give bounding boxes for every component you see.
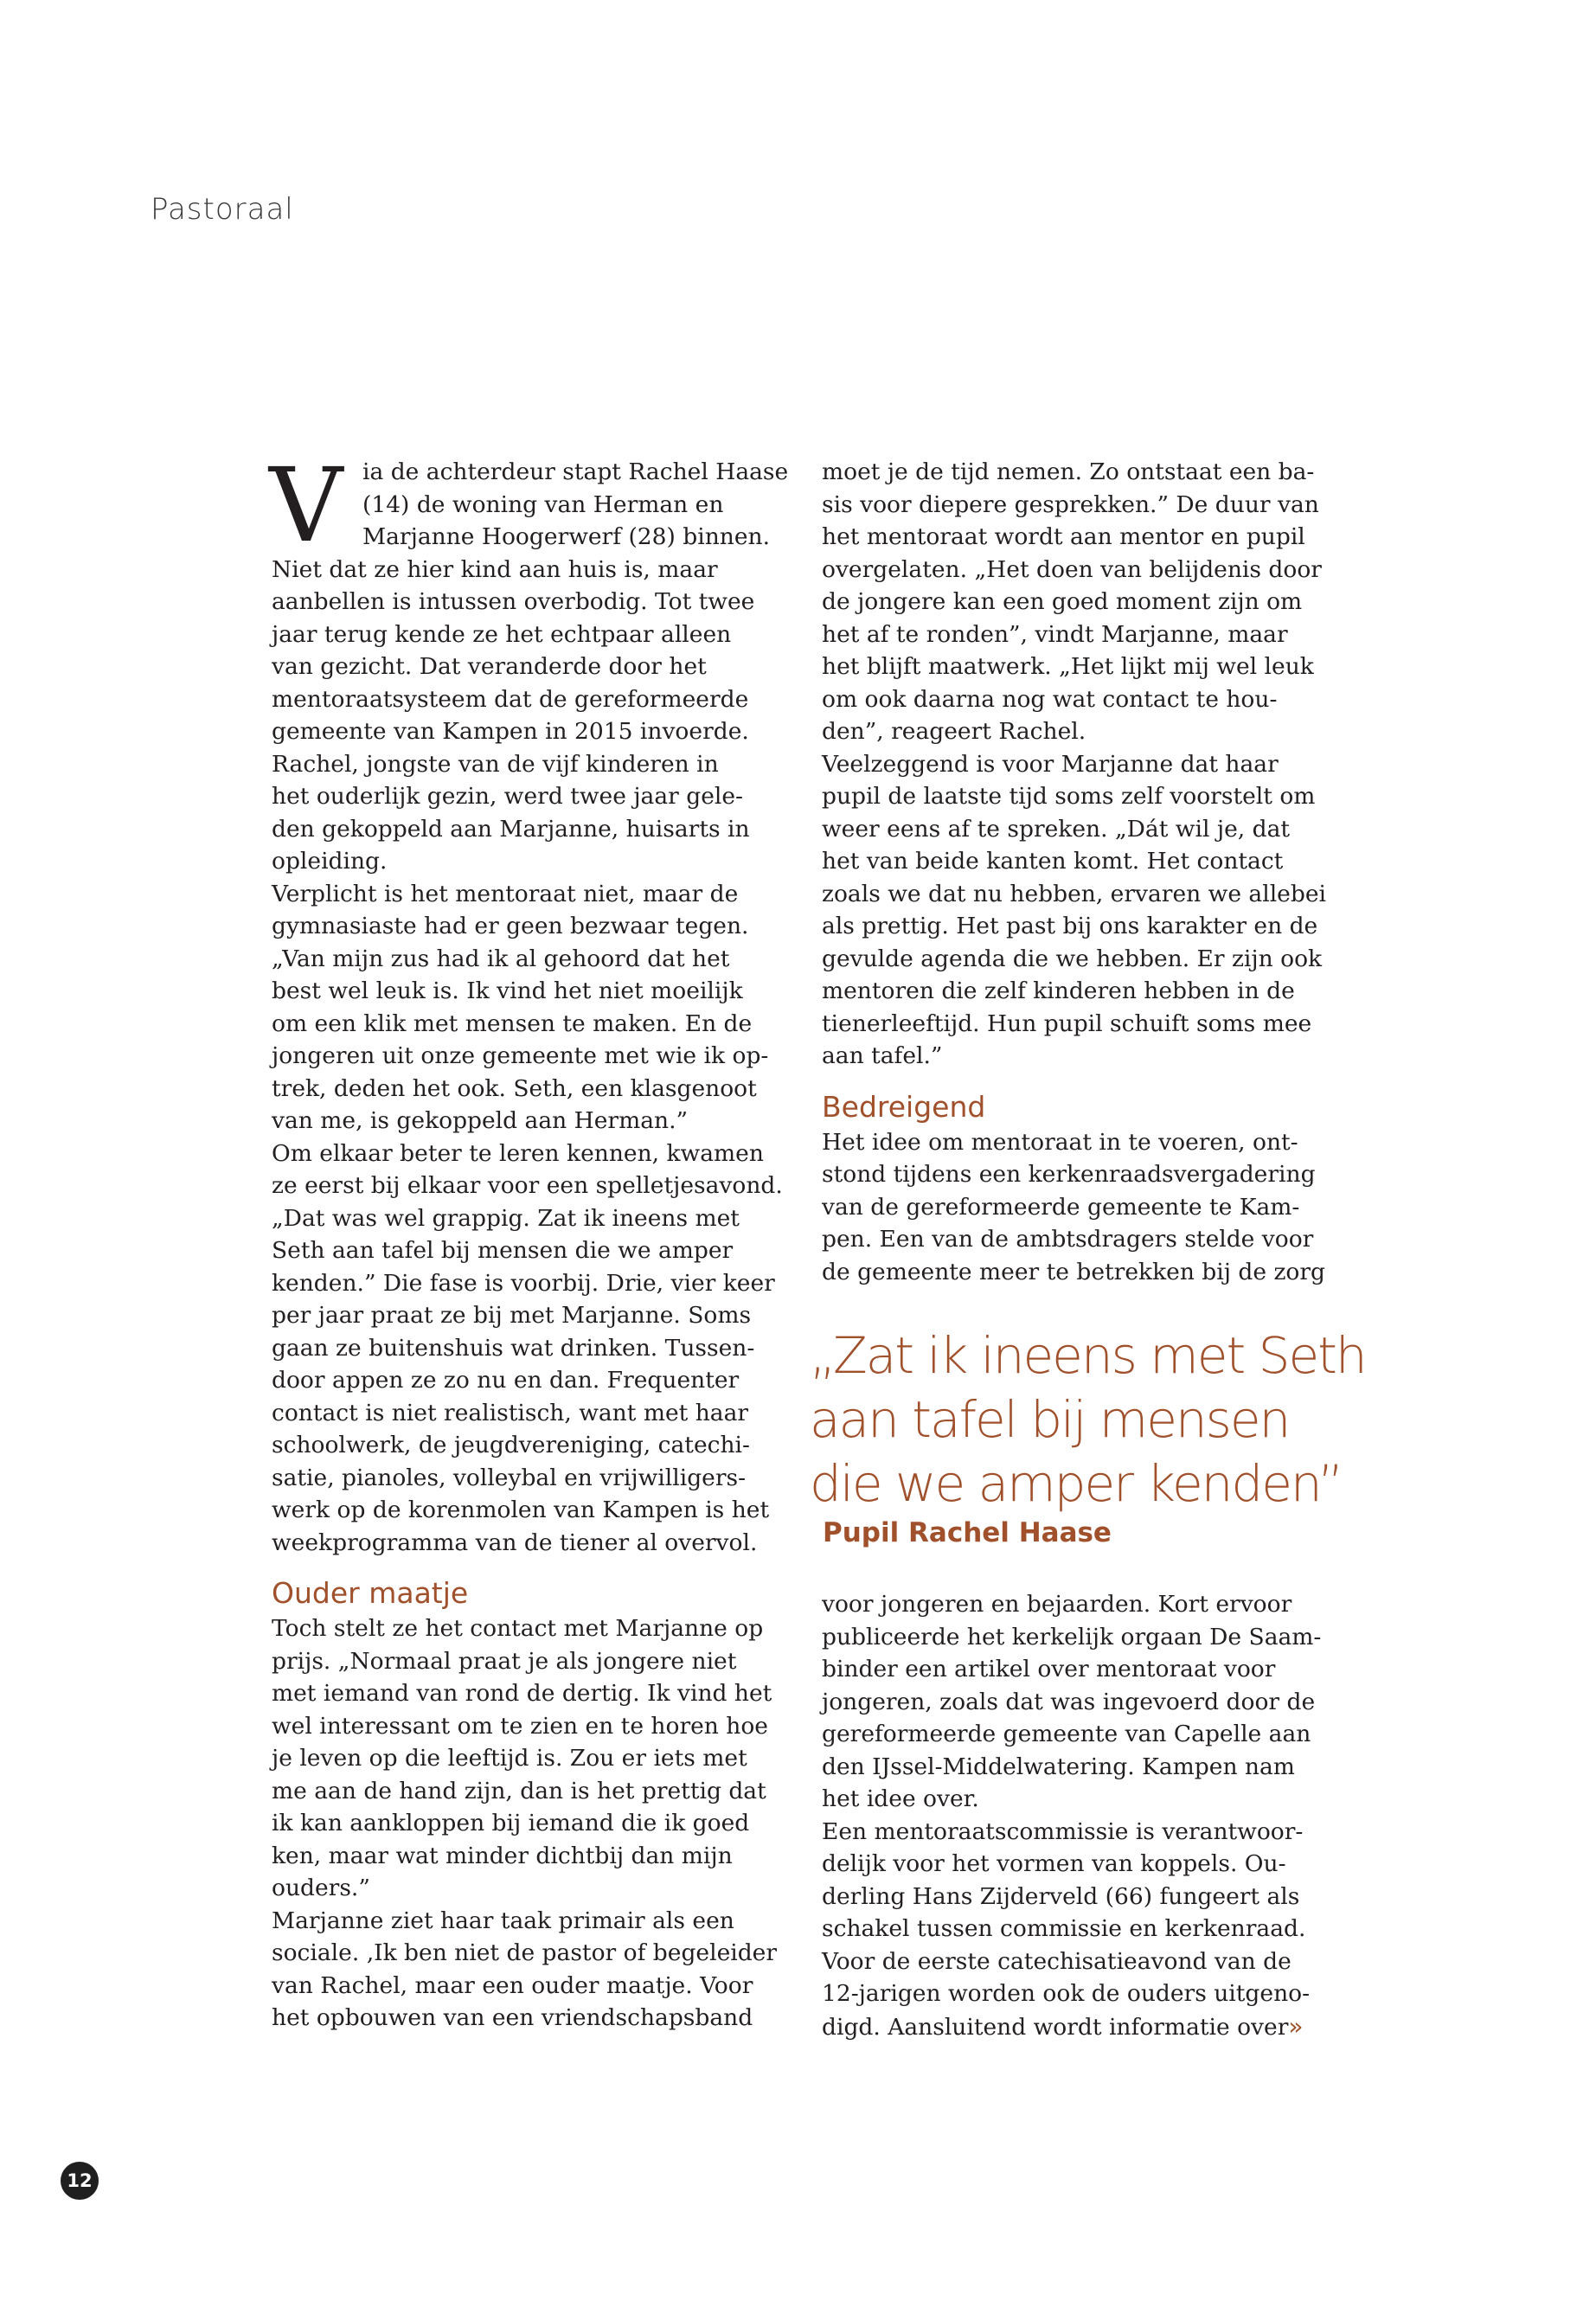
text-line: Voor de eerste catechisatieavond van de <box>822 1947 1292 1975</box>
text-line: als prettig. Het past bij ons karakter en de <box>822 913 1318 939</box>
article-column-2 <box>822 456 1336 1288</box>
text-line: mentoraatsysteem dat de gereformeerde <box>272 685 749 713</box>
text-line: ia de achterdeur stapt Rachel Haase <box>362 458 789 485</box>
subhead-bedreigend: Bedreigend <box>822 1089 986 1124</box>
text-line: overgelaten. „Het doen van belijdenis door <box>822 555 1322 583</box>
text-line: Niet dat ze hier kind aan huis is, maar <box>272 555 718 583</box>
text-line: „Dat was wel grappig. Zat ik ineens met <box>272 1204 740 1232</box>
text-line: om een klik met mensen te maken. En de <box>272 1009 753 1037</box>
text-line: jaar terug kende ze het echtpaar alleen <box>272 620 732 648</box>
text-line: pupil de laatste tijd soms zelf voorstelt om <box>822 783 1316 810</box>
text-line: gereformeerde gemeente van Capelle aan <box>822 1721 1311 1747</box>
pull-quote-attribution: Pupil Rachel Haase <box>823 1517 1112 1548</box>
text-line: delijk voor het vormen van koppels. Ou- <box>822 1850 1286 1877</box>
text-line: 12-jarigen worden ook de ouders uitgeno- <box>822 1980 1311 2007</box>
text-line: Toch stelt ze het contact met Marjanne op <box>272 1615 764 1642</box>
text-line: van gezicht. Dat veranderde door het <box>272 653 707 680</box>
subhead-ouder-maatje: Ouder maatje <box>272 1576 469 1610</box>
text-line: (14) de woning van Herman en <box>362 490 724 518</box>
text-line: van me, is gekoppeld aan Herman.” <box>272 1107 689 1134</box>
text-line: digd. Aansluitend wordt informatie over <box>822 2013 1289 2041</box>
text-line: gemeente van Kampen in 2015 invoerde. <box>272 718 749 745</box>
text-line: opleiding. <box>272 848 388 875</box>
text-line: jongeren, zoals dat was ingevoerd door de <box>822 1688 1316 1715</box>
text-line: het af te ronden”, vindt Marjanne, maar <box>822 620 1288 648</box>
text-line: je leven op die leeftijd is. Zou er iets met <box>272 1745 747 1772</box>
text-line: Verplicht is het mentoraat niet, maar de <box>272 880 739 907</box>
pull-quote-line: aan tafel bij mensen <box>810 1390 1290 1449</box>
text-line: de gemeente meer te betrekken bij de zorg <box>822 1258 1326 1285</box>
text-line-last <box>822 2010 1336 2043</box>
text-line: me aan de hand zijn, dan is het prettig dat <box>272 1777 766 1804</box>
text-line: door appen ze zo nu en dan. Frequenter <box>272 1367 740 1394</box>
text-line: sociale. ‚Ik ben niet de pastor of begeleider <box>272 1939 778 1966</box>
text-line: den”, reageert Rachel. <box>822 718 1086 745</box>
text-line: het ouderlijk gezin, werd twee jaar gele- <box>272 783 744 810</box>
text-line: satie, pianoles, volleybal en vrijwilligers- <box>272 1464 747 1491</box>
text-line: aan tafel.” <box>822 1042 943 1069</box>
text-line: den IJssel-Middelwatering. Kampen nam <box>822 1753 1295 1780</box>
text-line: zoals we dat nu hebben, ervaren we allebei <box>822 880 1326 907</box>
dropcap-paragraph <box>269 445 789 565</box>
pull-quote-line: „Zat ik ineens met Seth <box>810 1326 1366 1385</box>
text-line: Een mentoraatscommissie is verantwoor- <box>822 1817 1304 1845</box>
text-line: derling Hans Zijderveld (66) fungeert als <box>822 1882 1300 1910</box>
text-line: moet je de tijd nemen. Zo ontstaat een ba- <box>822 458 1315 485</box>
text-line: het idee over. <box>822 1785 979 1812</box>
text-line: mentoren die zelf kinderen hebben in de <box>822 977 1295 1004</box>
text-line: „Van mijn zus had ik al gehoord dat het <box>272 945 730 972</box>
text-line: gymnasiaste had er geen bezwaar tegen. <box>272 913 749 939</box>
text-line: sis voor diepere gesprekken.” De duur van <box>822 490 1319 518</box>
article-column-2-continued <box>822 1588 1336 2042</box>
text-line: de jongere kan een goed moment zijn om <box>822 588 1303 615</box>
text-line: aanbellen is intussen overbodig. Tot twee <box>272 588 755 615</box>
text-line: van Rachel, maar een ouder maatje. Voor <box>272 1971 753 1999</box>
text-line: van de gereformeerde gemeente te Kam- <box>822 1193 1300 1221</box>
text-line: contact is niet realistisch, want met haar <box>272 1399 749 1426</box>
pull-quote <box>810 1324 1366 1550</box>
text-line: Seth aan tafel bij mensen die we amper <box>272 1237 734 1264</box>
text-line: pen. Een van de ambtsdragers stelde voor <box>822 1226 1314 1253</box>
text-line: het blijft maatwerk. „Het lijkt mij wel leuk <box>822 653 1314 680</box>
text-line: prijs. „Normaal praat je als jongere niet <box>272 1647 737 1675</box>
text-line: den gekoppeld aan Marjanne, huisarts in <box>272 815 750 843</box>
text-line: Marjanne Hoogerwerf (28) binnen. <box>362 523 771 550</box>
text-line: het opbouwen van een vriendschapsband <box>272 2004 753 2031</box>
text-line: ik kan aankloppen bij iemand die ik goed <box>272 1810 750 1836</box>
page-number: 12 <box>61 2162 99 2200</box>
text-line: Rachel, jongste van de vijf kinderen in <box>272 750 719 778</box>
section-label: Pastoraal <box>151 192 294 227</box>
text-line: voor jongeren en bejaarden. Kort ervoor <box>822 1591 1292 1618</box>
continue-arrow-icon: » <box>1288 2011 1304 2041</box>
text-line: Marjanne ziet haar taak primair als een <box>272 1907 734 1934</box>
text-line: Het idee om mentoraat in te voeren, ont- <box>822 1128 1298 1156</box>
text-line: kenden.” Die fase is voorbij. Drie, vier keer <box>272 1269 775 1297</box>
text-line: gevulde agenda die we hebben. Er zijn ook <box>822 945 1323 972</box>
text-line: ze eerst bij elkaar voor een spelletjesavond. <box>272 1172 783 1199</box>
text-line: stond tijdens een kerkenraadsvergadering <box>822 1161 1316 1188</box>
pull-quote-line: die we amper kenden” <box>810 1454 1343 1513</box>
article-column-1 <box>269 445 789 2035</box>
text-line: tienerleeftijd. Hun pupil schuift soms mee <box>822 1009 1312 1037</box>
text-line: wel interessant om te zien en te horen hoe <box>272 1712 768 1740</box>
text-line: per jaar praat ze bij met Marjanne. Soms <box>272 1302 752 1329</box>
text-line: jongeren uit onze gemeente met wie ik op- <box>272 1042 769 1069</box>
text-line: schoolwerk, de jeugdvereniging, catechi- <box>272 1432 750 1458</box>
text-line: weer eens af te spreken. „Dát wil je, dat <box>822 815 1291 843</box>
text-line: publiceerde het kerkelijk orgaan De Saam- <box>822 1623 1322 1650</box>
text-line: Om elkaar beter te leren kennen, kwamen <box>272 1139 764 1167</box>
text-line: met iemand van rond de dertig. Ik vind het <box>272 1680 772 1707</box>
text-line: weekprogramma van de tiener al overvol. <box>272 1529 758 1556</box>
text-line: om ook daarna nog wat contact te hou- <box>822 685 1278 713</box>
dropcap-letter: V <box>269 445 343 565</box>
text-line: het van beide kanten komt. Het contact <box>822 848 1284 875</box>
text-line: best wel leuk is. Ik vind het niet moeilijk <box>272 977 743 1004</box>
text-line: ouders.” <box>272 1875 370 1901</box>
text-line: Veelzeggend is voor Marjanne dat haar <box>822 750 1279 778</box>
text-line: trek, deden het ook. Seth, een klasgenoot <box>272 1074 757 1102</box>
text-line: gaan ze buitenshuis wat drinken. Tussen- <box>272 1334 755 1362</box>
text-line: schakel tussen commissie en kerkenraad. <box>822 1915 1306 1942</box>
text-line: werk op de korenmolen van Kampen is het <box>272 1497 770 1523</box>
text-line: binder een artikel over mentoraat voor <box>822 1656 1276 1682</box>
text-line: ken, maar wat minder dichtbij dan mijn <box>272 1842 733 1869</box>
text-line: het mentoraat wordt aan mentor en pupil <box>822 523 1305 550</box>
